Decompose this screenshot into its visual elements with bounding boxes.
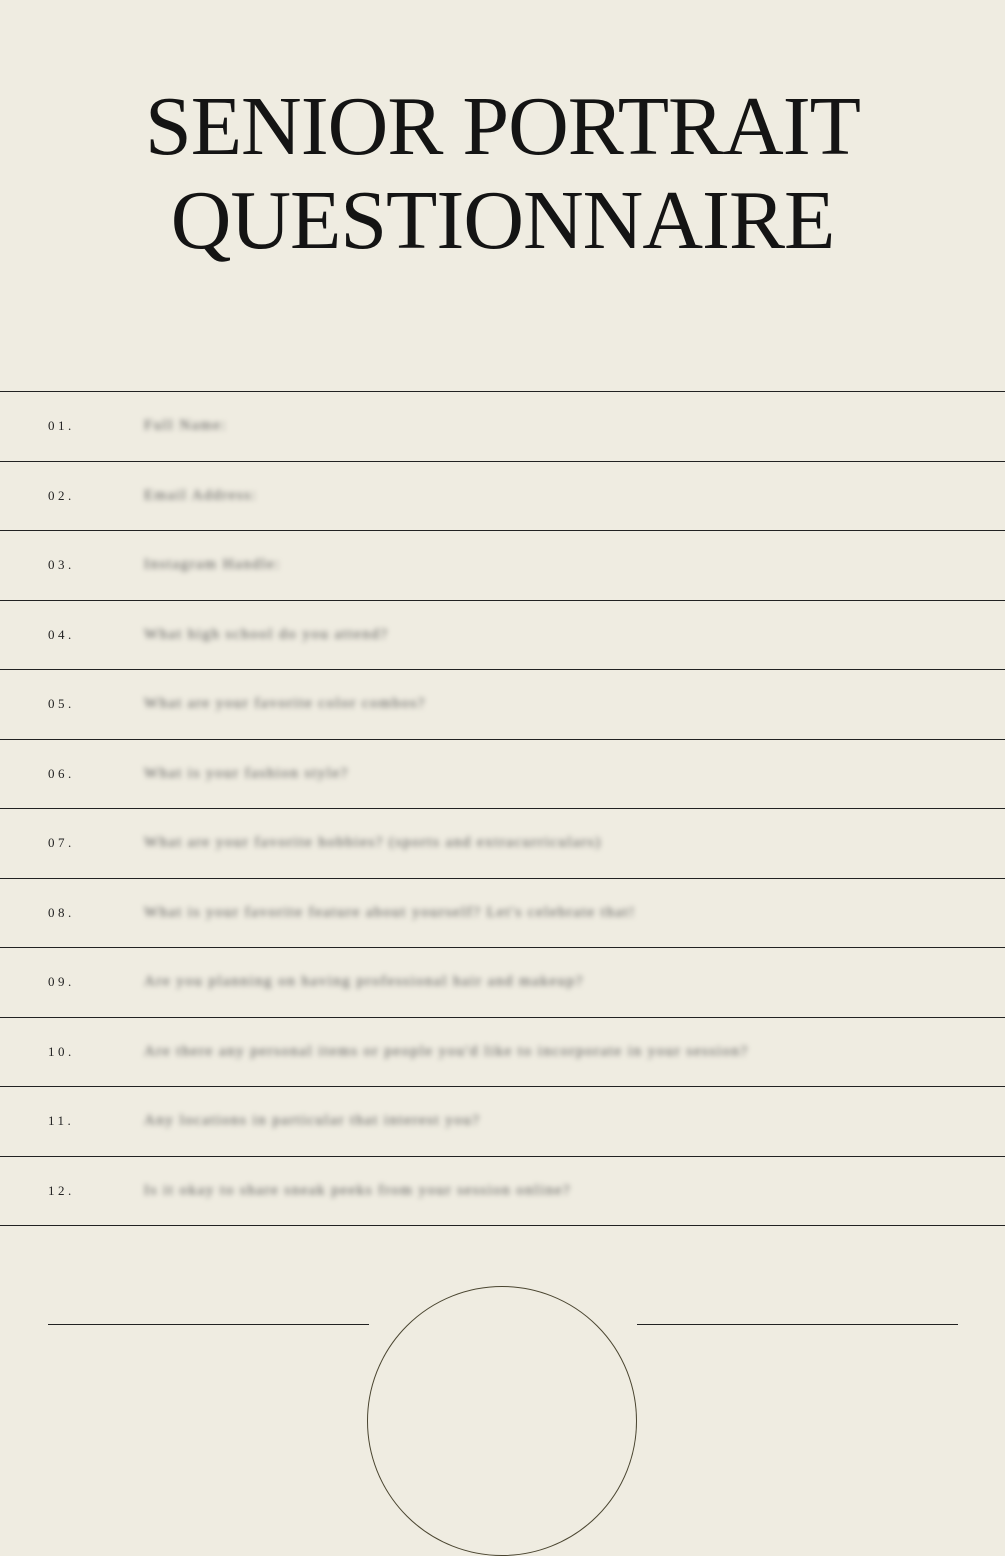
question-list bbox=[0, 391, 1005, 1226]
question-row[interactable] bbox=[0, 531, 1005, 601]
question-text: What is your favorite feature about yourself? Let's celebrate that! bbox=[144, 904, 636, 921]
question-number: 04. bbox=[48, 626, 75, 642]
question-number: 09. bbox=[48, 974, 75, 990]
question-row[interactable] bbox=[0, 670, 1005, 740]
question-row[interactable] bbox=[0, 948, 1005, 1018]
question-row[interactable] bbox=[0, 740, 1005, 810]
signature-line-right bbox=[637, 1324, 958, 1325]
question-number: 08. bbox=[48, 904, 75, 920]
question-row[interactable] bbox=[0, 809, 1005, 879]
question-text: Are there any personal items or people you'd like to incorporate in your session? bbox=[144, 1043, 749, 1060]
question-row[interactable] bbox=[0, 1087, 1005, 1157]
question-text: What high school do you attend? bbox=[144, 626, 389, 643]
question-number: 11. bbox=[48, 1113, 75, 1129]
question-text: What are your favorite hobbies? (sports and extracurriculars) bbox=[144, 834, 602, 851]
question-number: 02. bbox=[48, 487, 75, 503]
question-text: Are you planning on having professional hair and makeup? bbox=[144, 973, 584, 990]
question-text: Is it okay to share sneak peeks from your session online? bbox=[144, 1182, 572, 1199]
question-row[interactable] bbox=[0, 1018, 1005, 1088]
question-text: Any locations in particular that interest you? bbox=[144, 1112, 481, 1129]
signature-line-left bbox=[48, 1324, 369, 1325]
question-number: 07. bbox=[48, 835, 75, 851]
question-number: 03. bbox=[48, 557, 75, 573]
question-text: Instagram Handle: bbox=[144, 556, 281, 573]
question-text: Email Address: bbox=[144, 487, 258, 504]
question-row[interactable] bbox=[0, 392, 1005, 462]
question-number: 01. bbox=[48, 418, 75, 434]
title-line-2: QUESTIONNAIRE bbox=[170, 174, 835, 267]
question-row[interactable] bbox=[0, 879, 1005, 949]
title-line-1: SENIOR PORTRAIT bbox=[145, 80, 860, 173]
question-row[interactable] bbox=[0, 1157, 1005, 1227]
question-number: 05. bbox=[48, 696, 75, 712]
question-text: What are your favorite color combos? bbox=[144, 695, 426, 712]
question-number: 12. bbox=[48, 1182, 75, 1198]
question-number: 10. bbox=[48, 1043, 75, 1059]
question-text: What is your fashion style? bbox=[144, 765, 349, 782]
question-text: Full Name: bbox=[144, 417, 227, 434]
question-row[interactable] bbox=[0, 462, 1005, 532]
question-row[interactable] bbox=[0, 601, 1005, 671]
page-title bbox=[0, 80, 1005, 268]
question-number: 06. bbox=[48, 765, 75, 781]
decorative-arch bbox=[367, 1286, 637, 1556]
